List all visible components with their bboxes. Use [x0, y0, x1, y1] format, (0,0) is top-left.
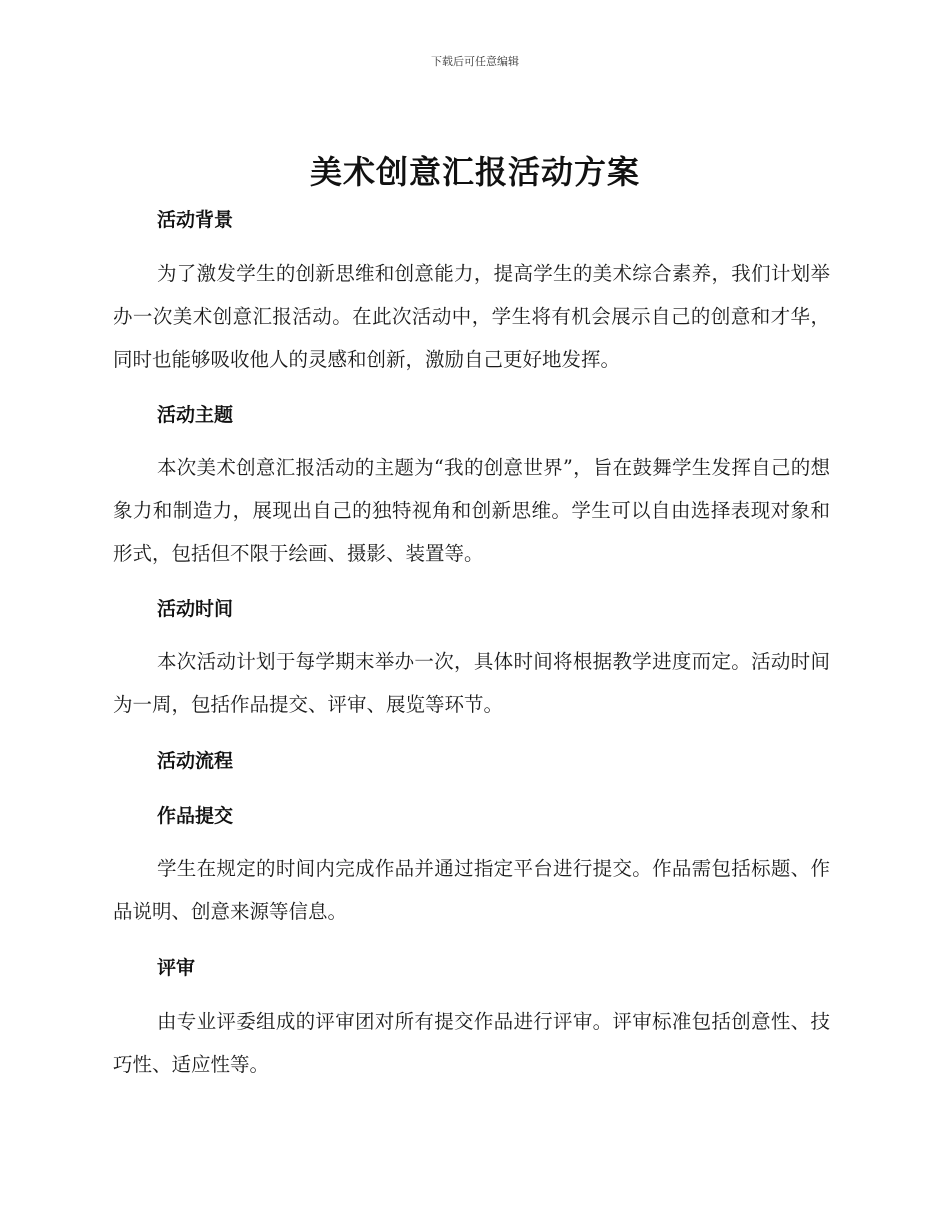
- paragraph-theme: 本次美术创意汇报活动的主题为“我的创意世界”，旨在鼓舞学生发挥自己的想象力和制造力，展现出自己的独特视角和创新思维。学生可以自由选择表现对象和形式，包括但不限于绘画、摄影、装置等。: [113, 456, 830, 565]
- document-title: 美术创意汇报活动方案: [309, 153, 640, 191]
- paragraph-time: 本次活动计划于每学期末举办一次，具体时间将根据教学进度而定。活动时间为一周，包括作品提交、评审、展览等环节。: [113, 650, 830, 716]
- page-header-note: 下载后可任意编辑: [431, 55, 519, 68]
- heading-background: 活动背景: [157, 209, 234, 231]
- paragraph-background: 为了激发学生的创新思维和创意能力，提高学生的美术综合素养，我们计划举办一次美术创意汇报活动。在此次活动中，学生将有机会展示自己的创意和才华，同时也能够吸收他人的灵感和创新，激励自己更好地发挥。: [113, 262, 830, 371]
- heading-submission: 作品提交: [157, 805, 234, 827]
- heading-theme: 活动主题: [157, 404, 234, 426]
- paragraph-submission: 学生在规定的时间内完成作品并通过指定平台进行提交。作品需包括标题、作品说明、创意来源等信息。: [113, 857, 830, 923]
- heading-time: 活动时间: [157, 598, 234, 620]
- heading-review: 评审: [157, 957, 196, 979]
- paragraph-review: 由专业评委组成的评审团对所有提交作品进行评审。评审标准包括创意性、技巧性、适应性等。: [113, 1010, 830, 1076]
- heading-process: 活动流程: [157, 750, 234, 772]
